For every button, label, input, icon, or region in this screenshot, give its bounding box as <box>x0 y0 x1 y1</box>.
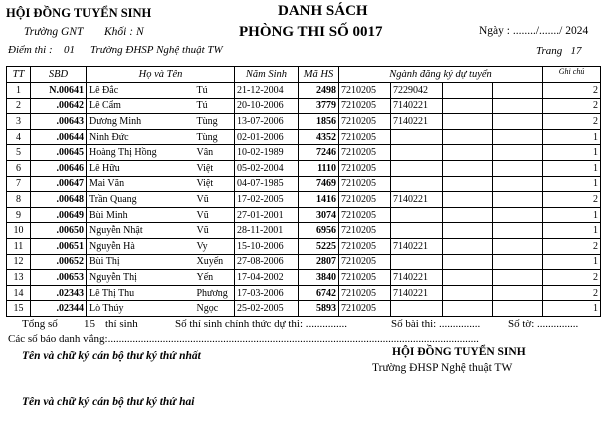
row-sbd: .00645 <box>31 145 87 161</box>
col-header-tt: TT <box>7 67 31 83</box>
row-birthdate: 05-02-2004 <box>235 160 299 176</box>
row-major-4 <box>493 285 543 301</box>
col-header-sbd: SBD <box>31 67 87 83</box>
row-tt: 4 <box>7 129 31 145</box>
row-major-2 <box>391 160 443 176</box>
row-family-name: Ninh Đức <box>87 129 195 145</box>
row-birthdate: 27-01-2001 <box>235 207 299 223</box>
row-family-name: Lê Thị Thu <box>87 285 195 301</box>
row-major-4 <box>493 176 543 192</box>
row-family-name: Bùi Minh <box>87 207 195 223</box>
row-mahs: 6742 <box>299 285 339 301</box>
row-sbd: .00650 <box>31 223 87 239</box>
row-given-name: Vũ <box>195 223 235 239</box>
table-row <box>7 129 601 145</box>
row-sbd: .02344 <box>31 301 87 317</box>
row-family-name: Dương Minh <box>87 114 195 130</box>
row-sbd: .00642 <box>31 98 87 114</box>
row-major-3 <box>443 223 493 239</box>
row-major-3 <box>443 270 493 286</box>
row-given-name: Vũ <box>195 207 235 223</box>
row-tt: 14 <box>7 285 31 301</box>
table-row <box>7 301 601 317</box>
row-major-4 <box>493 83 543 99</box>
row-major-4 <box>493 301 543 317</box>
row-given-name: Tú <box>195 98 235 114</box>
row-birthdate: 02-01-2006 <box>235 129 299 145</box>
row-given-name: Tùng <box>195 129 235 145</box>
row-note: 1 <box>543 223 601 239</box>
total-suffix: thí sinh <box>105 318 138 330</box>
row-major-1: 7210205 <box>339 254 391 270</box>
row-major-3 <box>443 176 493 192</box>
row-tt: 15 <box>7 301 31 317</box>
row-family-name: Trần Quang <box>87 192 195 208</box>
row-major-2: 7140221 <box>391 98 443 114</box>
total-label: Tổng số <box>22 318 58 330</box>
row-sbd: .00649 <box>31 207 87 223</box>
row-major-3 <box>443 98 493 114</box>
row-birthdate: 25-02-2005 <box>235 301 299 317</box>
row-major-3 <box>443 192 493 208</box>
row-birthdate: 17-04-2002 <box>235 270 299 286</box>
row-note: 2 <box>543 98 601 114</box>
row-major-4 <box>493 254 543 270</box>
row-given-name: Vân <box>195 145 235 161</box>
row-family-name: Nguyễn Nhật <box>87 223 195 239</box>
secretary-1-signature: Tên và chữ ký cán bộ thư ký thứ nhất <box>22 350 201 362</box>
row-tt: 7 <box>7 176 31 192</box>
row-birthdate: 10-02-1989 <box>235 145 299 161</box>
row-major-1: 7210205 <box>339 114 391 130</box>
table-row <box>7 270 601 286</box>
candidate-table <box>6 66 601 317</box>
row-major-2: 7140221 <box>391 270 443 286</box>
row-major-4 <box>493 145 543 161</box>
table-row <box>7 98 601 114</box>
block-label: Khối : N <box>104 26 144 38</box>
row-major-1: 7210205 <box>339 145 391 161</box>
row-given-name: Xuyến <box>195 254 235 270</box>
col-header-note: Ghi chú <box>543 67 601 83</box>
row-major-2: 7140221 <box>391 114 443 130</box>
row-major-3 <box>443 160 493 176</box>
row-family-name: Hoàng Thị Hồng <box>87 145 195 161</box>
row-mahs: 2498 <box>299 83 339 99</box>
row-major-4 <box>493 223 543 239</box>
table-row <box>7 83 601 99</box>
row-major-2 <box>391 301 443 317</box>
row-sbd: .00646 <box>31 160 87 176</box>
table-header-row <box>7 67 601 83</box>
row-birthdate: 21-12-2004 <box>235 83 299 99</box>
row-mahs: 3074 <box>299 207 339 223</box>
row-birthdate: 27-08-2006 <box>235 254 299 270</box>
page-number: 17 <box>570 45 582 57</box>
row-given-name: Việt <box>195 176 235 192</box>
row-major-4 <box>493 129 543 145</box>
school-label: Trường GNT <box>24 26 84 38</box>
row-tt: 11 <box>7 238 31 254</box>
row-major-2 <box>391 254 443 270</box>
row-family-name: Lê Hữu <box>87 160 195 176</box>
row-birthdate: 13-07-2006 <box>235 114 299 130</box>
row-major-3 <box>443 207 493 223</box>
official-count-label: Số thí sinh chính thức dự thi: ............... <box>175 318 348 330</box>
row-major-1: 7210205 <box>339 223 391 239</box>
row-mahs: 6956 <box>299 223 339 239</box>
row-mahs: 5893 <box>299 301 339 317</box>
col-header-name: Họ và Tên <box>87 67 235 83</box>
row-major-4 <box>493 160 543 176</box>
col-header-major: Ngành đăng ký dự tuyển <box>339 67 543 83</box>
table-row <box>7 238 601 254</box>
table-row <box>7 176 601 192</box>
row-given-name: Vy <box>195 238 235 254</box>
row-family-name: Nguyễn Thị <box>87 270 195 286</box>
table-row <box>7 192 601 208</box>
row-mahs: 1856 <box>299 114 339 130</box>
row-tt: 10 <box>7 223 31 239</box>
table-row <box>7 207 601 223</box>
row-major-2: 7140221 <box>391 192 443 208</box>
page-subtitle: PHÒNG THI SỐ 0017 <box>239 24 383 40</box>
row-family-name: Nguyễn Hà <box>87 238 195 254</box>
row-note: 2 <box>543 192 601 208</box>
table-row <box>7 254 601 270</box>
row-major-1: 7210205 <box>339 301 391 317</box>
row-given-name: Phương <box>195 285 235 301</box>
row-sbd: .00648 <box>31 192 87 208</box>
row-tt: 2 <box>7 98 31 114</box>
row-given-name: Ngọc <box>195 301 235 317</box>
row-major-1: 7210205 <box>339 129 391 145</box>
row-tt: 8 <box>7 192 31 208</box>
row-major-2 <box>391 145 443 161</box>
row-birthdate: 04-07-1985 <box>235 176 299 192</box>
row-major-1: 7210205 <box>339 192 391 208</box>
row-family-name: Lê Cẩm <box>87 98 195 114</box>
row-major-4 <box>493 238 543 254</box>
total-count: 15 <box>84 318 95 330</box>
row-mahs: 4352 <box>299 129 339 145</box>
row-birthdate: 17-02-2005 <box>235 192 299 208</box>
row-tt: 9 <box>7 207 31 223</box>
row-sbd: .00651 <box>31 238 87 254</box>
row-major-3 <box>443 238 493 254</box>
row-major-3 <box>443 254 493 270</box>
row-major-3 <box>443 145 493 161</box>
row-note: 2 <box>543 270 601 286</box>
secretary-2-signature: Tên và chữ ký cán bộ thư ký thứ hai <box>22 396 195 408</box>
row-note: 2 <box>543 83 601 99</box>
row-given-name: Tú <box>195 83 235 99</box>
row-major-1: 7210205 <box>339 238 391 254</box>
row-note: 1 <box>543 129 601 145</box>
row-given-name: Vũ <box>195 192 235 208</box>
row-major-4 <box>493 270 543 286</box>
row-sbd: N.00641 <box>31 83 87 99</box>
row-sbd: .00643 <box>31 114 87 130</box>
row-given-name: Yến <box>195 270 235 286</box>
exam-site-name: Trường ĐHSP Nghệ thuật TW <box>90 44 223 56</box>
row-birthdate: 28-11-2001 <box>235 223 299 239</box>
row-mahs: 3840 <box>299 270 339 286</box>
row-note: 2 <box>543 114 601 130</box>
row-sbd: .00652 <box>31 254 87 270</box>
papers-count-label: Số bài thi: ............... <box>391 318 481 330</box>
row-mahs: 1416 <box>299 192 339 208</box>
row-family-name: Mai Văn <box>87 176 195 192</box>
row-mahs: 7246 <box>299 145 339 161</box>
row-major-1: 7210205 <box>339 98 391 114</box>
row-major-4 <box>493 207 543 223</box>
row-major-2: 7229042 <box>391 83 443 99</box>
row-birthdate: 15-10-2006 <box>235 238 299 254</box>
row-tt: 1 <box>7 83 31 99</box>
row-sbd: .00653 <box>31 270 87 286</box>
row-mahs: 1110 <box>299 160 339 176</box>
row-major-2: 7140221 <box>391 238 443 254</box>
row-given-name: Tùng <box>195 114 235 130</box>
row-major-1: 7210205 <box>339 270 391 286</box>
council-signature: HỘI ĐỒNG TUYỂN SINH <box>392 346 526 358</box>
row-major-1: 7210205 <box>339 160 391 176</box>
row-tt: 6 <box>7 160 31 176</box>
row-major-2 <box>391 223 443 239</box>
row-given-name: Việt <box>195 160 235 176</box>
row-note: 2 <box>543 238 601 254</box>
council-name: HỘI ĐỒNG TUYỂN SINH <box>6 6 152 20</box>
row-mahs: 5225 <box>299 238 339 254</box>
row-family-name: Lò Thúy <box>87 301 195 317</box>
row-major-1: 7210205 <box>339 285 391 301</box>
row-mahs: 3779 <box>299 98 339 114</box>
row-note: 1 <box>543 145 601 161</box>
absent-ids-label: Các số báo danh vắng:....................................................................................................................................... <box>8 333 479 345</box>
table-row <box>7 114 601 130</box>
row-major-1: 7210205 <box>339 83 391 99</box>
table-row <box>7 223 601 239</box>
table-row <box>7 160 601 176</box>
page-title: DANH SÁCH <box>278 3 368 19</box>
row-sbd: .00647 <box>31 176 87 192</box>
row-tt: 3 <box>7 114 31 130</box>
row-note: 1 <box>543 301 601 317</box>
table-row <box>7 285 601 301</box>
exam-site-no: 01 <box>64 44 75 56</box>
col-header-mahs: Mã HS <box>299 67 339 83</box>
row-note: 1 <box>543 160 601 176</box>
row-major-4 <box>493 192 543 208</box>
row-tt: 5 <box>7 145 31 161</box>
row-major-2 <box>391 176 443 192</box>
row-major-3 <box>443 83 493 99</box>
row-mahs: 2807 <box>299 254 339 270</box>
row-sbd: .00644 <box>31 129 87 145</box>
row-family-name: Bùi Thị <box>87 254 195 270</box>
row-tt: 12 <box>7 254 31 270</box>
row-major-3 <box>443 114 493 130</box>
row-note: 1 <box>543 254 601 270</box>
row-major-3 <box>443 301 493 317</box>
row-major-4 <box>493 98 543 114</box>
row-family-name: Lê Đắc <box>87 83 195 99</box>
table-row <box>7 145 601 161</box>
row-note: 2 <box>543 285 601 301</box>
page-number-label: Trang 17 <box>536 45 582 57</box>
row-major-2: 7140221 <box>391 285 443 301</box>
row-major-3 <box>443 129 493 145</box>
row-major-2 <box>391 129 443 145</box>
row-tt: 13 <box>7 270 31 286</box>
row-major-2 <box>391 207 443 223</box>
row-note: 1 <box>543 176 601 192</box>
row-sbd: .02343 <box>31 285 87 301</box>
date-label: Ngày : ......../......./ 2024 <box>479 25 589 37</box>
row-major-1: 7210205 <box>339 176 391 192</box>
row-major-3 <box>443 285 493 301</box>
row-mahs: 7469 <box>299 176 339 192</box>
row-major-4 <box>493 114 543 130</box>
row-birthdate: 17-03-2006 <box>235 285 299 301</box>
row-major-1: 7210205 <box>339 207 391 223</box>
col-header-birth: Năm Sinh <box>235 67 299 83</box>
council-school: Trường ĐHSP Nghệ thuật TW <box>372 362 513 374</box>
row-note: 1 <box>543 207 601 223</box>
sheets-count-label: Số tờ: ............... <box>508 318 579 330</box>
exam-site-label: Điểm thi : <box>8 44 53 56</box>
row-birthdate: 20-10-2006 <box>235 98 299 114</box>
